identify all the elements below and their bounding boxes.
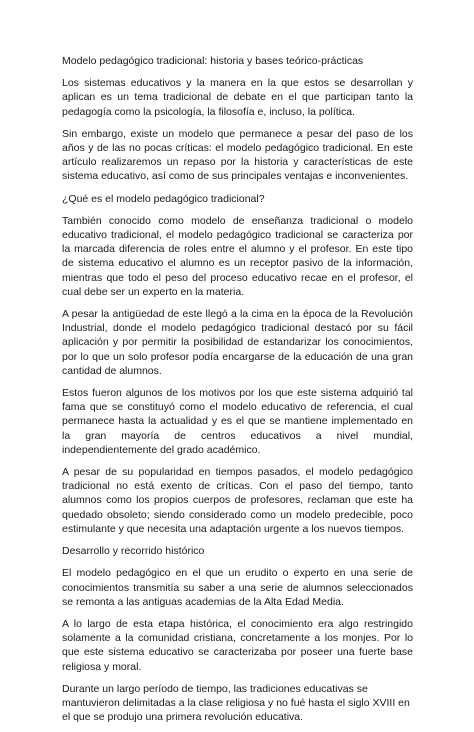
section2-paragraph-1: El modelo pedagógico en el que un erudito o experto en una serie de conocimientos transmitía su saber a una serie de alumnos seleccionados se remonta a las antiguas academias de la Alta Edad Media. [62,567,413,608]
section2-paragraph-3: Durante un largo período de tiempo, las tradiciones educativas se mantuvieron delimitadas a la clase religiosa y no fué hasta el siglo XVIII en el que se produjo una primera revolución educativa. [62,682,410,724]
section-heading-desarrollo: Desarrollo y recorrido histórico [62,545,205,558]
section2-paragraph-2: A lo largo de esta etapa histórica, el conocimiento era algo restringido solamente a la comunidad cristiana, concretamente a los monjes. Por lo que este sistema educativo se caracterizaba por poseer una fuerte base religiosa y moral. [62,617,413,673]
intro-paragraph-1: Los sistemas educativos y la manera en la que estos se desarrollan y aplican es un tema tradicional de debate en el que participan tanto la pedagogía como la psicología, la filosofía e, incluso, la política. [62,77,413,118]
document-page [62,54,413,732]
section1-paragraph-3: Estos fueron algunos de los motivos por los que este sistema adquirió tal fama que se constituyó como el modelo educativo de referencia, el cual permanece hasta la actualidad y es el que se mantiene implementado en la gran mayoría de centros educativos a nivel mundial, independientemente del grado académico. [62,387,413,456]
section1-paragraph-2: A pesar la antigüedad de este llegó a la cima en la época de la Revolución Industrial, donde el modelo pedagógico tradicional destacó por su fácil aplicación y por permitir la posibilidad de estandarizar los conocimientos, por lo que un solo profesor podía encargarse de la educación de una gran cantidad de alumnos. [62,308,413,377]
section1-paragraph-1: También conocido como modelo de enseñanza tradicional o modelo educativo tradicional, el modelo pedagógico tradicional se caracteriza por la marcada diferencia de roles entre el alumno y el profesor. En este tipo de sistema educativo el alumno es un receptor pasivo de la información, mientras que todo el peso del proceso educativo recae en el profesor, el cual debe ser un experto en la materia. [62,214,413,298]
section-heading-que-es: ¿Qué es el modelo pedagógico tradicional? [62,192,265,205]
section1-paragraph-4: A pesar de su popularidad en tiempos pasados, el modelo pedagógico tradicional no está exento de críticas. Con el paso del tiempo, tanto alumnos como los propios cuerpos de profesores, reclaman que este ha quedado obsoleto; siendo considerado como un modelo predecible, poco estimulante y que necesita una adaptación urgente a los nuevos tiempos. [62,466,413,535]
document-title: Modelo pedagógico tradicional: historia y bases teórico-prácticas [62,55,364,67]
intro-paragraph-2: Sin embargo, existe un modelo que permanece a pesar del paso de los años y de las no pocas críticas: el modelo pedagógico tradicional. En este artículo realizaremos un repaso por la historia y características de este sistema educativo, así como de sus principales ventajas e inconvenientes. [62,127,413,183]
